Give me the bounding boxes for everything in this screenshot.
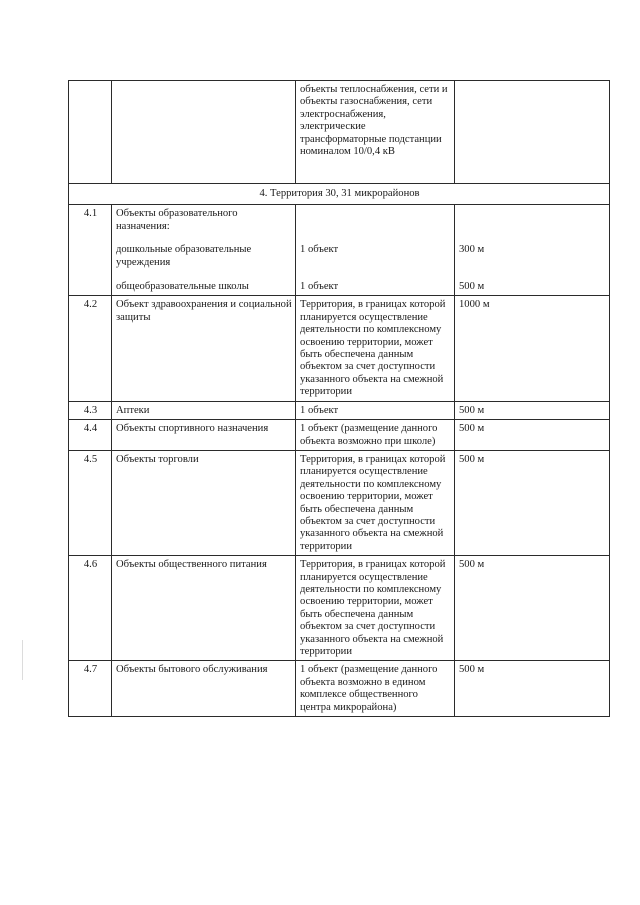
cell-name bbox=[112, 81, 296, 184]
cell-condition: Территория, в границах которой планируется осуществление деятельности по комплексному освоению территории, может быть обеспечена данным объектом за счет доступности указанного объекта на смежной территории bbox=[296, 296, 455, 401]
cell-condition: объекты теплоснабжения, сети и объекты газоснабжения, сети электроснабжения, электрические трансформаторные подстанции номиналом 10/0,4 кВ bbox=[296, 81, 455, 184]
cell-distance: 500 м bbox=[455, 661, 610, 717]
table-row bbox=[69, 556, 610, 661]
scan-artifact-line bbox=[22, 640, 23, 680]
cell-number: 4.5 bbox=[69, 450, 112, 555]
cell-condition: Территория, в границах которой планируется осуществление деятельности по комплексному освоению территории, может быть обеспечена данным объектом за счет доступности указанного объекта на смежной территории bbox=[296, 450, 455, 555]
cell-condition bbox=[296, 205, 455, 296]
cell-distance bbox=[455, 205, 610, 296]
section-title: 4. Территория 30, 31 микрорайонов bbox=[69, 184, 610, 205]
table-row bbox=[69, 661, 610, 717]
subitem-distance: 500 м bbox=[459, 281, 485, 293]
cell-number bbox=[69, 81, 112, 184]
subitem-condition: 1 объект bbox=[300, 281, 339, 293]
cell-name bbox=[112, 205, 296, 296]
table-row bbox=[69, 205, 610, 296]
cell-condition: 1 объект bbox=[296, 401, 455, 419]
subitem-name: общеобразовательные школы bbox=[116, 281, 249, 293]
requirements-table bbox=[68, 80, 610, 717]
cell-number: 4.6 bbox=[69, 556, 112, 661]
subitem-distance: 300 м bbox=[459, 244, 485, 256]
section-header-row bbox=[69, 184, 610, 205]
table-row bbox=[69, 401, 610, 419]
cell-distance bbox=[455, 81, 610, 184]
subitem-name: дошкольные образовательные учреждения bbox=[116, 244, 252, 268]
cell-name: Объект здравоохранения и социальной защиты bbox=[112, 296, 296, 401]
cell-distance: 500 м bbox=[455, 450, 610, 555]
cell-condition: Территория, в границах которой планируется осуществление деятельности по комплексному освоению территории, может быть обеспечена данным объектом за счет доступности указанного объекта на смежной территории bbox=[296, 556, 455, 661]
table-row bbox=[69, 296, 610, 401]
cell-distance: 500 м bbox=[455, 556, 610, 661]
subitem-condition: 1 объект bbox=[300, 244, 339, 256]
cell-name: Объекты спортивного назначения bbox=[112, 420, 296, 451]
table-row bbox=[69, 81, 610, 184]
cell-number: 4.7 bbox=[69, 661, 112, 717]
cell-name: Объекты бытового обслуживания bbox=[112, 661, 296, 717]
cell-number: 4.4 bbox=[69, 420, 112, 451]
cell-name: Объекты торговли bbox=[112, 450, 296, 555]
cell-distance: 1000 м bbox=[455, 296, 610, 401]
table-row bbox=[69, 450, 610, 555]
cell-name: Аптеки bbox=[112, 401, 296, 419]
cell-distance: 500 м bbox=[455, 420, 610, 451]
cell-condition: 1 объект (размещение данного объекта возможно в едином комплексе общественного центра микрорайона) bbox=[296, 661, 455, 717]
cell-number: 4.3 bbox=[69, 401, 112, 419]
cell-number: 4.1 bbox=[69, 205, 112, 296]
cell-number: 4.2 bbox=[69, 296, 112, 401]
cell-name: Объекты общественного питания bbox=[112, 556, 296, 661]
cell-condition: 1 объект (размещение данного объекта возможно при школе) bbox=[296, 420, 455, 451]
group-name: Объекты образовательного назначения: bbox=[116, 208, 238, 232]
table-row bbox=[69, 420, 610, 451]
cell-distance: 500 м bbox=[455, 401, 610, 419]
